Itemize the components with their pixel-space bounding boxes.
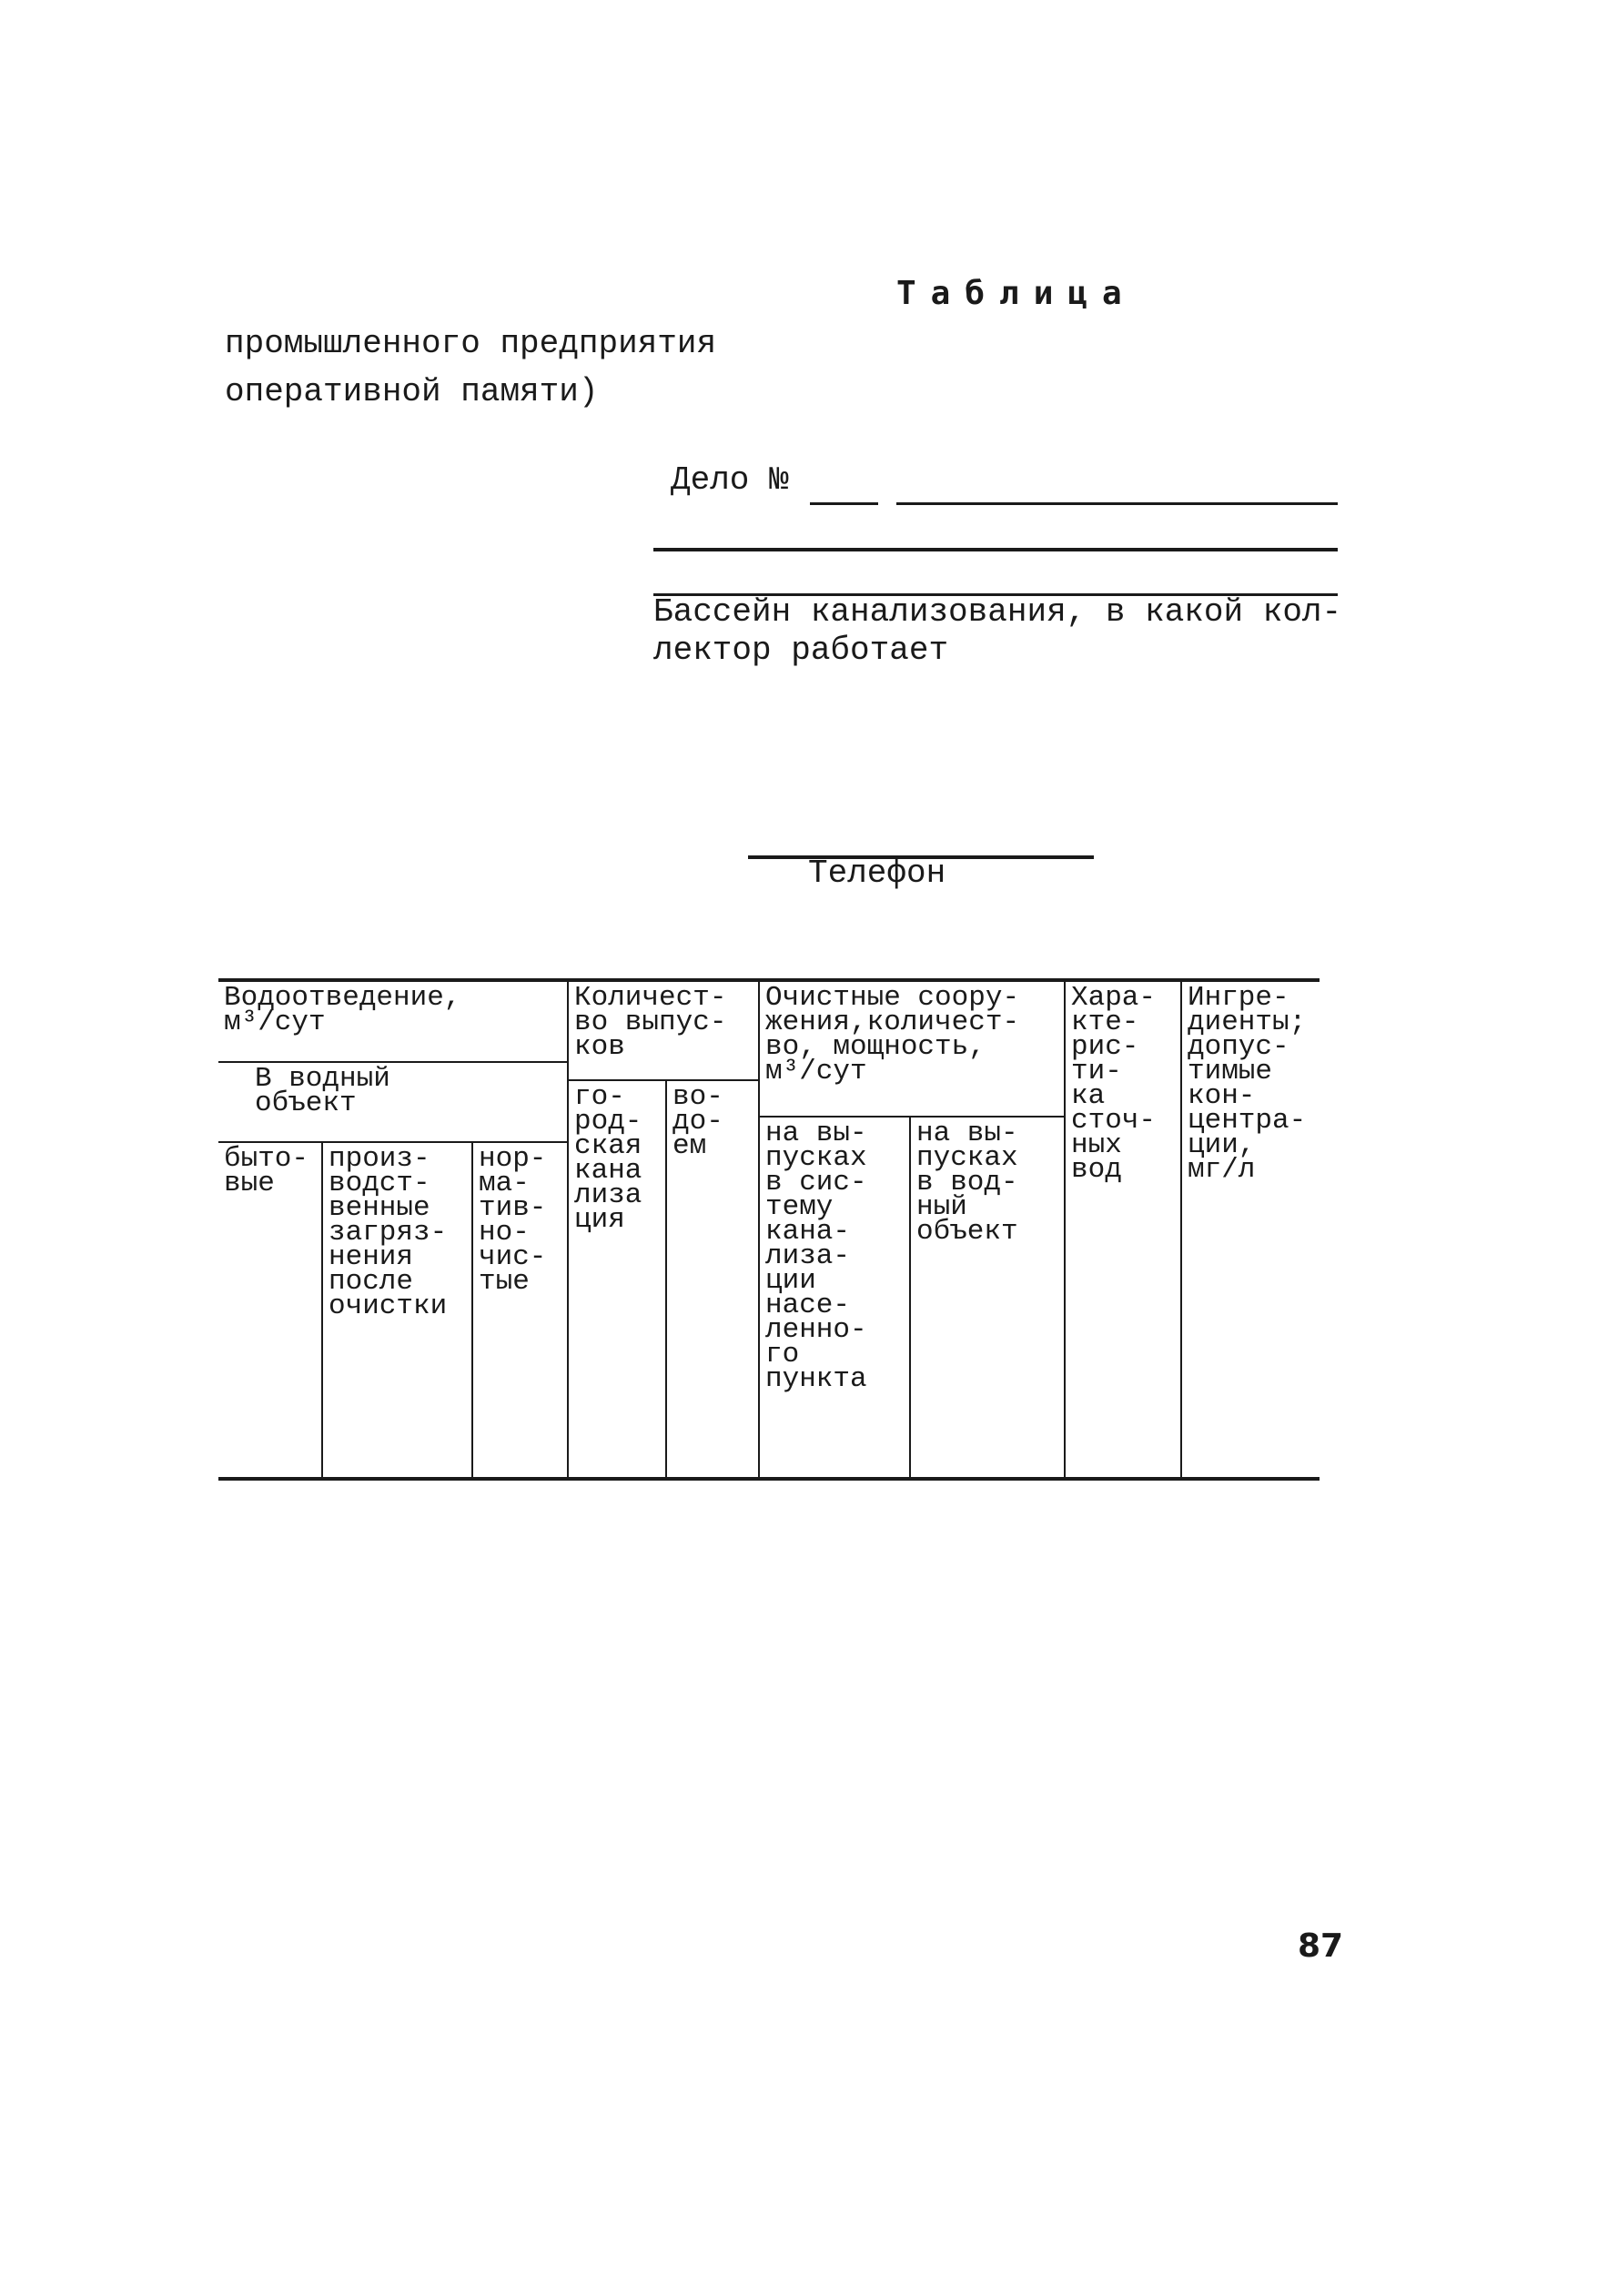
- header-vodoem: во- до- ем: [666, 1080, 759, 1479]
- basin-text: Бассейн канализования, в какой кол- лектор работает: [653, 593, 1342, 669]
- header-v-vodny-obekt: В водный объект: [218, 1062, 568, 1142]
- header-line-2: оперативной памяти): [225, 373, 599, 410]
- header-bytovye: быто- вые: [218, 1142, 322, 1479]
- wastewater-table: [218, 978, 1320, 1481]
- phone-label: Телефон: [808, 855, 946, 892]
- header-line-1: промышленного предприятия: [225, 325, 717, 362]
- delo-blank-short: [810, 502, 878, 505]
- delo-label: Дело №: [671, 461, 789, 499]
- page-number: 87: [1298, 1927, 1344, 1965]
- header-normativno-chistye: нор- ма- тив- но- чис- тые: [472, 1142, 568, 1479]
- header-harakteristika: Хара- кте- рис- ти- ка сточ- ных вод: [1065, 980, 1181, 1479]
- header-gorodskaya-kanalizaciya: го- род- ская кана лиза ция: [568, 1080, 666, 1479]
- header-ingredienty: Ингре- диенты; допус- тимые кон- центра- ции, мг/л: [1181, 980, 1320, 1479]
- table-title: Таблица: [896, 275, 1137, 312]
- header-na-vypuskah-v-vodny: на вы- пусках в вод- ный объект: [910, 1117, 1065, 1479]
- header-ochistnye: Очистные соору- жения,количест- во, мощность, м³/сут: [759, 980, 1065, 1117]
- blank-line: [653, 548, 1338, 551]
- delo-blank-long: [896, 502, 1338, 505]
- header-na-vypuskah-v-sistemu: на вы- пусках в сис- тему кана- лиза- ции насе- ленно- го пункта: [759, 1117, 910, 1479]
- header-kolichestvo-vypuskov: Количест- во выпус- ков: [568, 980, 759, 1080]
- header-vodootvedenie: Водоотведение, м³/сут: [218, 980, 568, 1062]
- header-proizvodstvennye: произ- водст- венные загряз- нения после очистки: [322, 1142, 472, 1479]
